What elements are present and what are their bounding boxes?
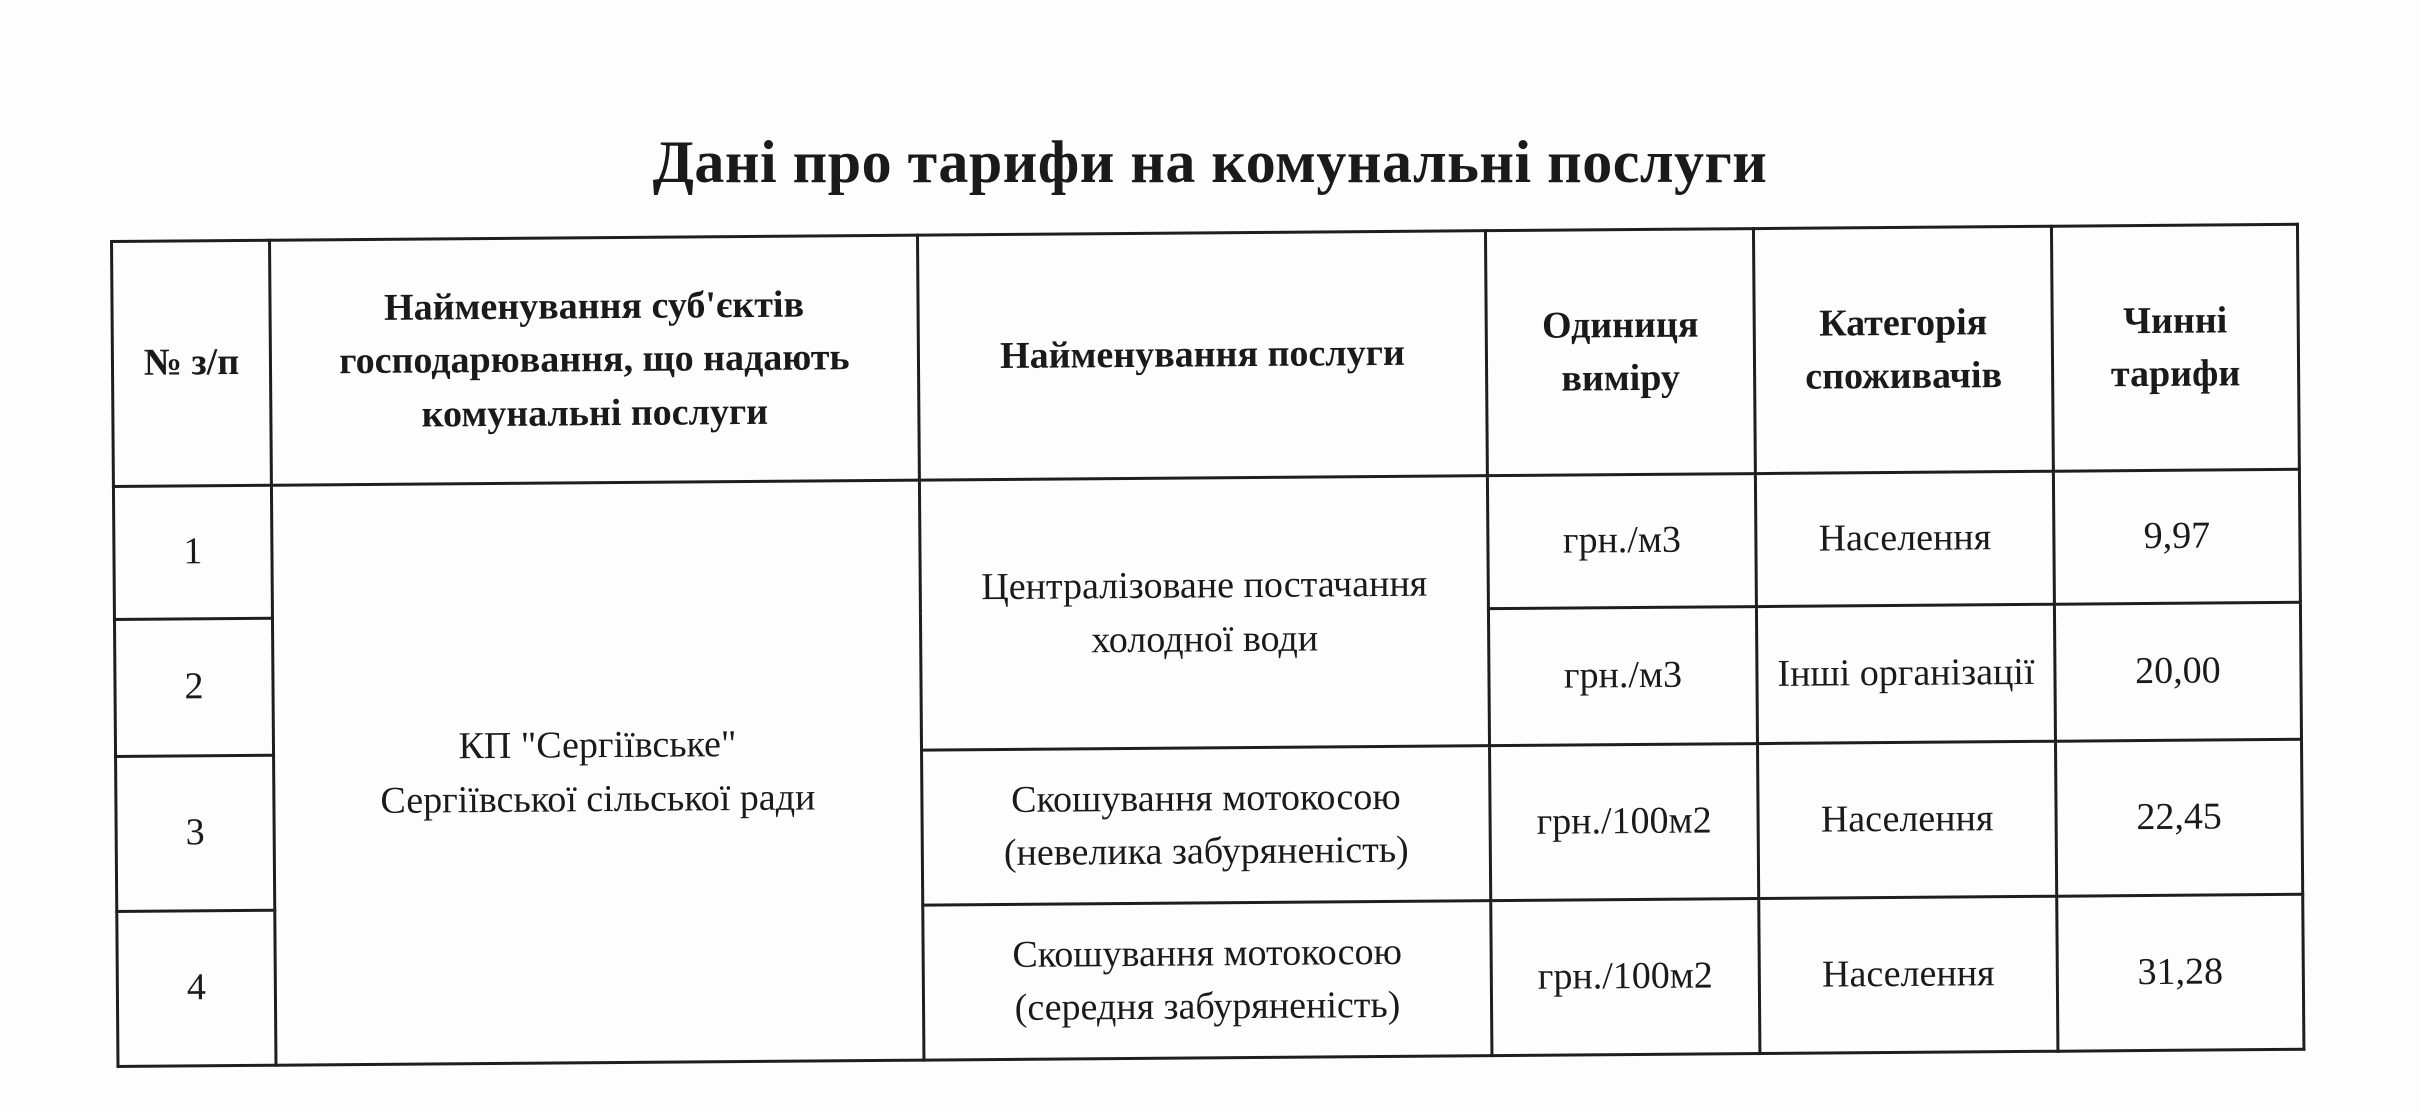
document-title: Дані про тарифи на комунальні послуги <box>652 129 1768 195</box>
category-cell: Населення <box>1755 471 2054 606</box>
row-number: 1 <box>113 485 272 619</box>
tariff-cell: 22,45 <box>2055 739 2302 896</box>
category-cell: Інші організації <box>1756 604 2055 743</box>
header-tariff: Чинні тарифи <box>2051 224 2299 471</box>
service-name: Скошування мотокосою <box>1011 775 1401 821</box>
entity-cell <box>271 480 924 1065</box>
entity-council: Сергіївської сільської ради <box>380 775 816 822</box>
tariffs-table <box>110 223 2305 1068</box>
row-number: 3 <box>116 755 275 911</box>
service-cell <box>919 476 1489 750</box>
row-number: 2 <box>114 618 273 756</box>
table-row <box>113 469 2300 619</box>
entity-name: КП "Сергіївське" <box>458 723 737 768</box>
service-name: Скошування мотокосою <box>1012 930 1403 976</box>
unit-cell: грн./м3 <box>1488 607 1757 746</box>
header-service: Найменування послуги <box>917 231 1487 480</box>
unit-cell: грн./м3 <box>1487 474 1756 609</box>
header-category: Категорія споживачів <box>1753 226 2053 473</box>
service-detail: (середня забуряненість) <box>1014 983 1401 1029</box>
service-cell <box>922 746 1491 905</box>
header-unit: Одиниця виміру <box>1485 229 1755 476</box>
tariff-cell: 9,97 <box>2053 469 2300 604</box>
header-row <box>112 224 2300 486</box>
header-number: № з/п <box>112 240 272 486</box>
service-detail: (невелика забуряненість) <box>1003 828 1409 874</box>
tariff-cell: 31,28 <box>2057 894 2304 1051</box>
unit-cell: грн./100м2 <box>1491 899 1760 1056</box>
unit-cell: грн./100м2 <box>1490 744 1759 901</box>
category-cell: Населення <box>1759 896 2058 1053</box>
tariff-cell: 20,00 <box>2054 602 2301 741</box>
service-detail: холодної води <box>1091 617 1319 661</box>
service-name: Централізоване постачання <box>981 562 1428 609</box>
row-number: 4 <box>117 910 276 1066</box>
header-entity: Найменування суб'єктів господарювання, що надають комунальні послуги <box>270 235 920 485</box>
category-cell: Населення <box>1758 741 2057 898</box>
service-cell <box>923 901 1492 1060</box>
